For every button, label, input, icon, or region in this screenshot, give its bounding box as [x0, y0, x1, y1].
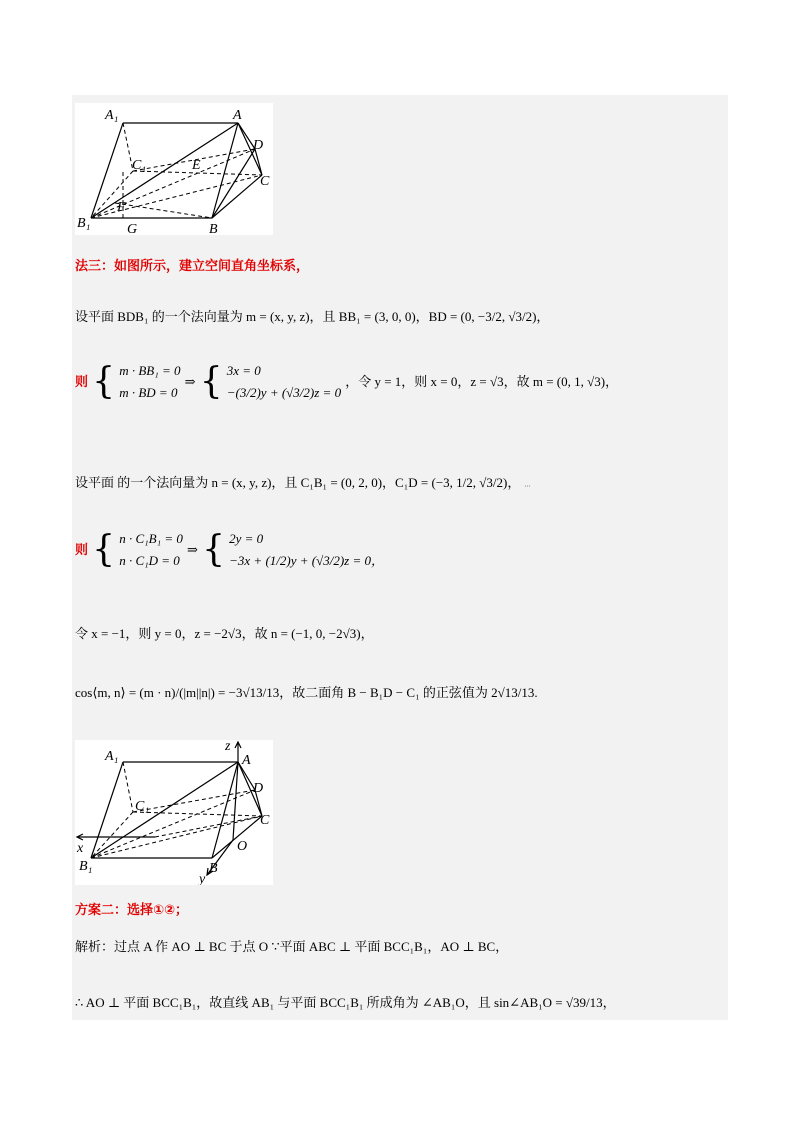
system2-left: { n · C₁B₁ = 0 n · C₁D = 0: [92, 529, 183, 571]
system1-right-eq-a: 3x = 0: [226, 363, 261, 379]
system1-block: [75, 360, 618, 405]
system2-prefix: 则: [75, 543, 89, 558]
vector-n-solution: 令 x = −1，则 y = 0，z = −2√3，故 n = (−1, 0, −2√3)，: [75, 626, 374, 641]
plan2-heading: 方案二：选择①②；: [75, 903, 189, 918]
label-B1: B₁: [77, 216, 91, 231]
label-A: A: [233, 108, 242, 123]
normal-vector-n-statement: 设平面 的一个法向量为 n = (x, y, z)，且 C₁B₁ = (0, 2, 0)，C₁D = (−3, 1/2, √3/2)，: [75, 475, 521, 490]
system2-right-eq-a: 2y = 0: [229, 531, 264, 547]
method3-heading: 法三：如图所示，建立空间直角坐标系，: [75, 259, 310, 274]
plan2-analysis: 解析：过点 A 作 AO ⊥ BC 于点 O ∵平面 ABC ⊥ 平面 BCC₁B₁，AO ⊥ BC，: [75, 939, 509, 954]
label2-C: C: [260, 813, 270, 828]
system1-solution: ，令 y = 1，则 x = 0，z = √3，故 m = (0, 1, √3)，: [345, 374, 619, 389]
label2-O: O: [237, 839, 248, 854]
label2-y: y: [199, 872, 206, 885]
prism-diagram-1: [75, 103, 273, 235]
plan2-line1: [75, 938, 508, 957]
method3-line2: [75, 474, 531, 495]
label2-z: z: [225, 740, 231, 754]
implies-arrow-2: ⇒: [187, 542, 198, 557]
label2-B1: B₁: [79, 859, 93, 874]
label2-D: D: [253, 781, 264, 796]
system1-left-eq-a: m · BB₁ = 0: [119, 363, 181, 379]
label-D: D: [253, 138, 264, 153]
label2-B: B: [209, 861, 218, 876]
label-G: G: [127, 222, 138, 235]
system1-right: { 3x = 0 −(3/2)y + (√3/2)z = 0: [199, 361, 342, 403]
cosine-result: cos⟨m, n⟩ = (m · n)/(|m||n|) = −3√13/13，故二面角 B − B₁D − C₁ 的正弦值为 2√13/13.: [75, 685, 538, 700]
system2-left-eq-b: n · C₁D = 0: [119, 553, 180, 569]
label-C: C: [260, 174, 270, 189]
implies-arrow: ⇒: [184, 374, 196, 389]
system1-prefix: 则: [75, 375, 89, 390]
label-E: E: [192, 158, 201, 173]
normal-vector-m-statement: 设平面 BDB₁ 的一个法向量为 m = (x, y, z)，且 BB₁ = (3, 0, 0)，BD = (0, −3/2, √3/2)，: [75, 309, 550, 324]
method3-line3: [75, 625, 374, 644]
label2-A: A: [242, 753, 251, 768]
system1-right-eq-b: −(3/2)y + (√3/2)z = 0: [226, 385, 342, 401]
label-A1: A₁: [105, 108, 119, 123]
system2-block: [75, 528, 384, 573]
tiny-artifact-note: ₁₁₁: [524, 483, 531, 489]
label-C1: C₁: [132, 158, 147, 173]
plan2-line2: [75, 994, 616, 1013]
label-F: F: [117, 200, 126, 215]
system1-left-eq-b: m · BD = 0: [119, 385, 178, 401]
label2-x: x: [77, 841, 84, 856]
prism-diagram-2: [75, 740, 273, 885]
system2-right-eq-b: −3x + (1/2)y + (√3/2)z = 0，: [229, 553, 384, 569]
prism-figure-1: [75, 103, 273, 235]
system2-right: { 2y = 0 −3x + (1/2)y + (√3/2)z = 0，: [202, 529, 384, 571]
system2-left-eq-a: n · C₁B₁ = 0: [119, 531, 183, 547]
label2-A1: A₁: [105, 749, 119, 764]
label-B: B: [209, 222, 218, 235]
method3-line1: [75, 308, 549, 327]
prism-figure-2: [75, 740, 273, 885]
method3-line4: [75, 684, 538, 703]
system1-left: { m · BB₁ = 0 m · BD = 0: [92, 361, 181, 403]
plan2-conclusion: ∴ AO ⊥ 平面 BCC₁B₁，故直线 AB₁ 与平面 BCC₁B₁ 所成角为 ∠AB₁O，且 sin∠AB₁O = √39/13，: [75, 995, 616, 1010]
label2-C1: C₁: [135, 799, 150, 814]
